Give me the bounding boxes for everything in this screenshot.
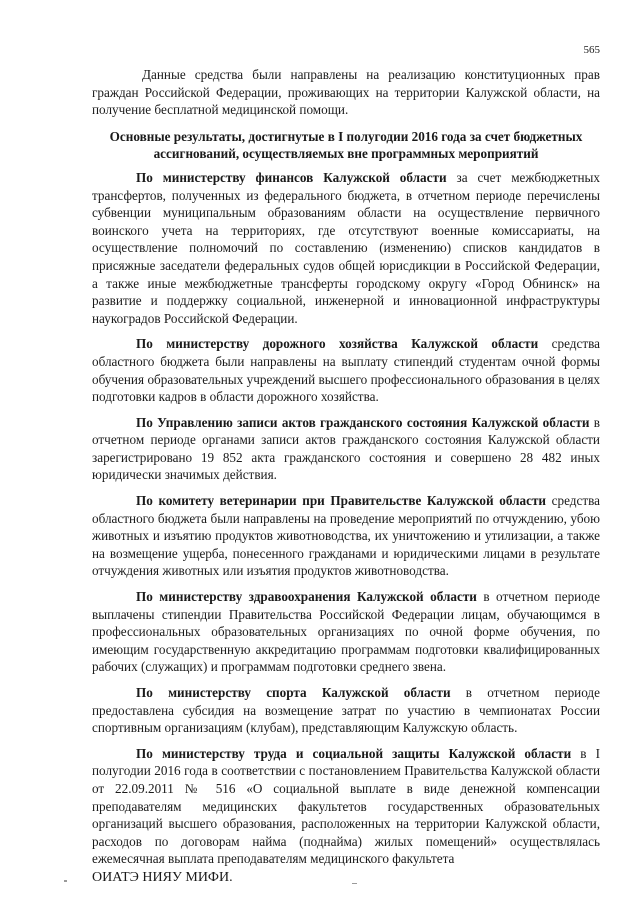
paragraph-text: средства областного бюджета были направлены на проведение мероприятий по отчуждению, убою животных и изъятию продуктов животноводства, их уничтожению и утилизации, а также на возмещение ущерба, понесенного гражданами и юридическими лицами в результате отчуждения животных или изъятия продуктов животноводства.	[92, 493, 601, 579]
paragraph-health	[92, 588, 600, 676]
intro-paragraph: Данные средства были направлены на реализацию конституционных прав граждан Российской Федерации, проживающих на территории Калужской области, на получение бесплатной медицинской помощи.	[92, 67, 600, 118]
paragraph-lead: По министерству спорта Калужской области	[136, 685, 451, 700]
section-heading: Основные результаты, достигнутые в I полугодии 2016 года за счет бюджетных ассигнований, осуществляемых вне программных мероприятий	[109, 128, 583, 162]
scan-speck	[64, 880, 67, 882]
paragraph-text: средства областного бюджета были направлены на выплату стипендий студентам очной формы обучения образовательных учреждений высшего профессионального образования в целях подготовки кадров в области дорожного хозяйства.	[92, 336, 601, 405]
paragraph-labour	[92, 745, 600, 887]
paragraph-sport	[92, 684, 600, 737]
paragraph-lead: По министерству финансов Калужской области	[136, 169, 447, 185]
paragraph-veterinary	[92, 492, 600, 580]
paragraph-civil-registry	[92, 414, 600, 484]
paragraph-finance	[92, 169, 600, 327]
paragraph-tail: ОИАТЭ НИЯУ МИФИ.	[92, 869, 233, 885]
paragraph-text: в отчетном периоде органами записи актов гражданского состояния Калужской области зарегистрировано 19 852 акта гражданского состояния и совершено 28 482 иных юридически значимых действия.	[92, 414, 600, 483]
paragraph-text: в I полугодии 2016 года в соответствии с постановлением Правительства Калужской области от 22.09.2011 № 516 «О социальной выплате в виде денежной компенсации преподавателям медицинских факультетов государственных образовательных организаций высшего образования, расположенных на территории Калужской области, расходов по договорам найма (поднайма) жилых помещений» осуществлялась ежемесячная выплата преподавателям медицинского факультета	[92, 745, 600, 867]
page-number: 565	[583, 44, 600, 56]
scan-speck	[352, 883, 357, 884]
paragraph-lead: По министерству труда и социальной защиты Калужской области	[136, 745, 572, 761]
paragraph-text: в отчетном периоде выплачены стипендии Правительства Российской Федерации лицам, обучающимся в профессиональных образовательных организациях по очной форме обучения, по имеющим государственную аккредитацию программам подготовки квалифицированных рабочих (служащих) и программам подготовки среднего звена.	[92, 589, 601, 675]
paragraph-lead: По министерству дорожного хозяйства Калужской области	[136, 336, 539, 352]
paragraph-lead: По Управлению записи актов гражданского состояния Калужской области	[136, 414, 590, 430]
paragraph-lead: По комитету ветеринарии при Правительстве Калужской области	[136, 493, 547, 509]
document-body	[92, 66, 600, 895]
paragraph-text: в отчетном периоде предоставлена субсидия на возмещение затрат по участию в чемпионатах России спортивным организациям (клубам), представляющим Калужскую область.	[92, 685, 600, 736]
paragraph-text: за счет межбюджетных трансфертов, полученных из федерального бюджета, в отчетном периоде перечислены субвенции муниципальным образованиям области на осуществление первичного воинского учета на территориях, где отсутствуют военные комиссариаты, на осуществление полномочий по составлению (изменению) списков кандидатов в присяжные заседатели федеральных судов общей юрисдикции в Российской Федерации, а также иные межбюджетные трансферты городскому округу «Город Обнинск» на развитие и поддержку социальной, инженерной и инновационной инфраструктуры наукоградов Российской Федерации.	[92, 169, 600, 326]
paragraph-lead: По министерству здравоохранения Калужской области	[136, 589, 477, 605]
paragraph-roads	[92, 335, 600, 405]
